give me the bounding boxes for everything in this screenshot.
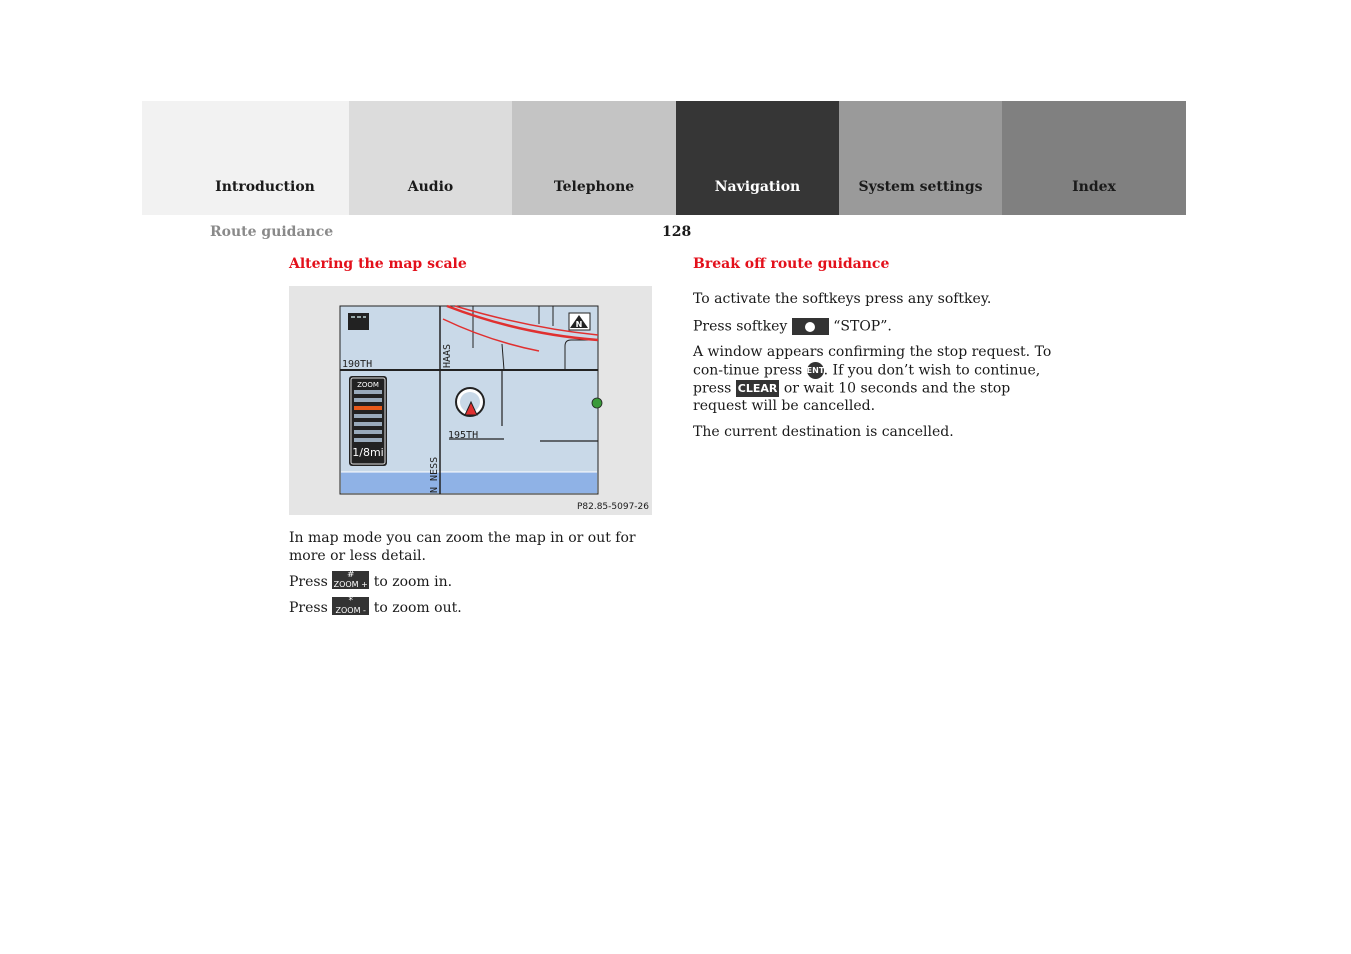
para-destination-cancelled: The current destination is cancelled. [693, 424, 954, 440]
tab-audio[interactable]: Audio [349, 101, 512, 215]
figure-code: P82.85-5097-26 [576, 502, 649, 512]
status-indicator-icon [348, 313, 369, 330]
tab-telephone[interactable]: Telephone [512, 101, 676, 215]
map-screen-figure [289, 286, 652, 515]
para-zoom-out: Press * ZOOM - to zoom out. [289, 596, 462, 616]
poi-marker-icon [592, 398, 602, 408]
street-label-195th: 195TH [448, 430, 479, 441]
street-label-190th: 190TH [342, 359, 373, 370]
scale-label: 1/8mi [352, 446, 384, 459]
para-press-softkey: Press softkey “STOP”. [693, 318, 892, 335]
section-label: Route guidance [210, 224, 334, 240]
ent-key-icon: ENT [807, 362, 824, 379]
map-water [341, 472, 597, 493]
para-activate-softkeys: To activate the softkeys press any softkey. [693, 291, 992, 307]
heading-map-scale: Altering the map scale [289, 256, 467, 272]
para-zoom-in: Press # ZOOM + to zoom in. [289, 570, 453, 590]
street-label-ness: N NESS [429, 456, 440, 493]
tab-system-settings[interactable]: System settings [839, 101, 1002, 215]
clear-key-icon: CLEAR [737, 381, 778, 395]
chapter-tabs [142, 101, 1186, 215]
para-confirm-stop: A window appears confirming the stop request. To con-tinue press ENT. If you don’t wish to continue, press CLEAR or wait 10 seconds and the stop request will be cancelled. [693, 344, 1052, 414]
north-label: N [575, 320, 583, 329]
heading-break-off: Break off route guidance [693, 256, 890, 272]
zoom-level-active [354, 406, 382, 410]
map-screen-illustration [289, 286, 652, 515]
page-number: 128 [662, 224, 692, 240]
softkey-stop-icon [792, 318, 829, 335]
street-label-haas: HAAS [442, 343, 453, 368]
tab-navigation[interactable]: Navigation [676, 101, 839, 215]
zoom-in-key-icon: # ZOOM + [333, 570, 368, 589]
zoom-label: ZOOM [357, 381, 379, 389]
tab-introduction[interactable]: Introduction [142, 101, 349, 215]
zoom-out-key-icon: * ZOOM - [332, 597, 369, 615]
tab-index[interactable]: Index [1002, 101, 1186, 215]
para-map-mode: In map mode you can zoom the map in or out for more or less detail. [289, 530, 636, 564]
